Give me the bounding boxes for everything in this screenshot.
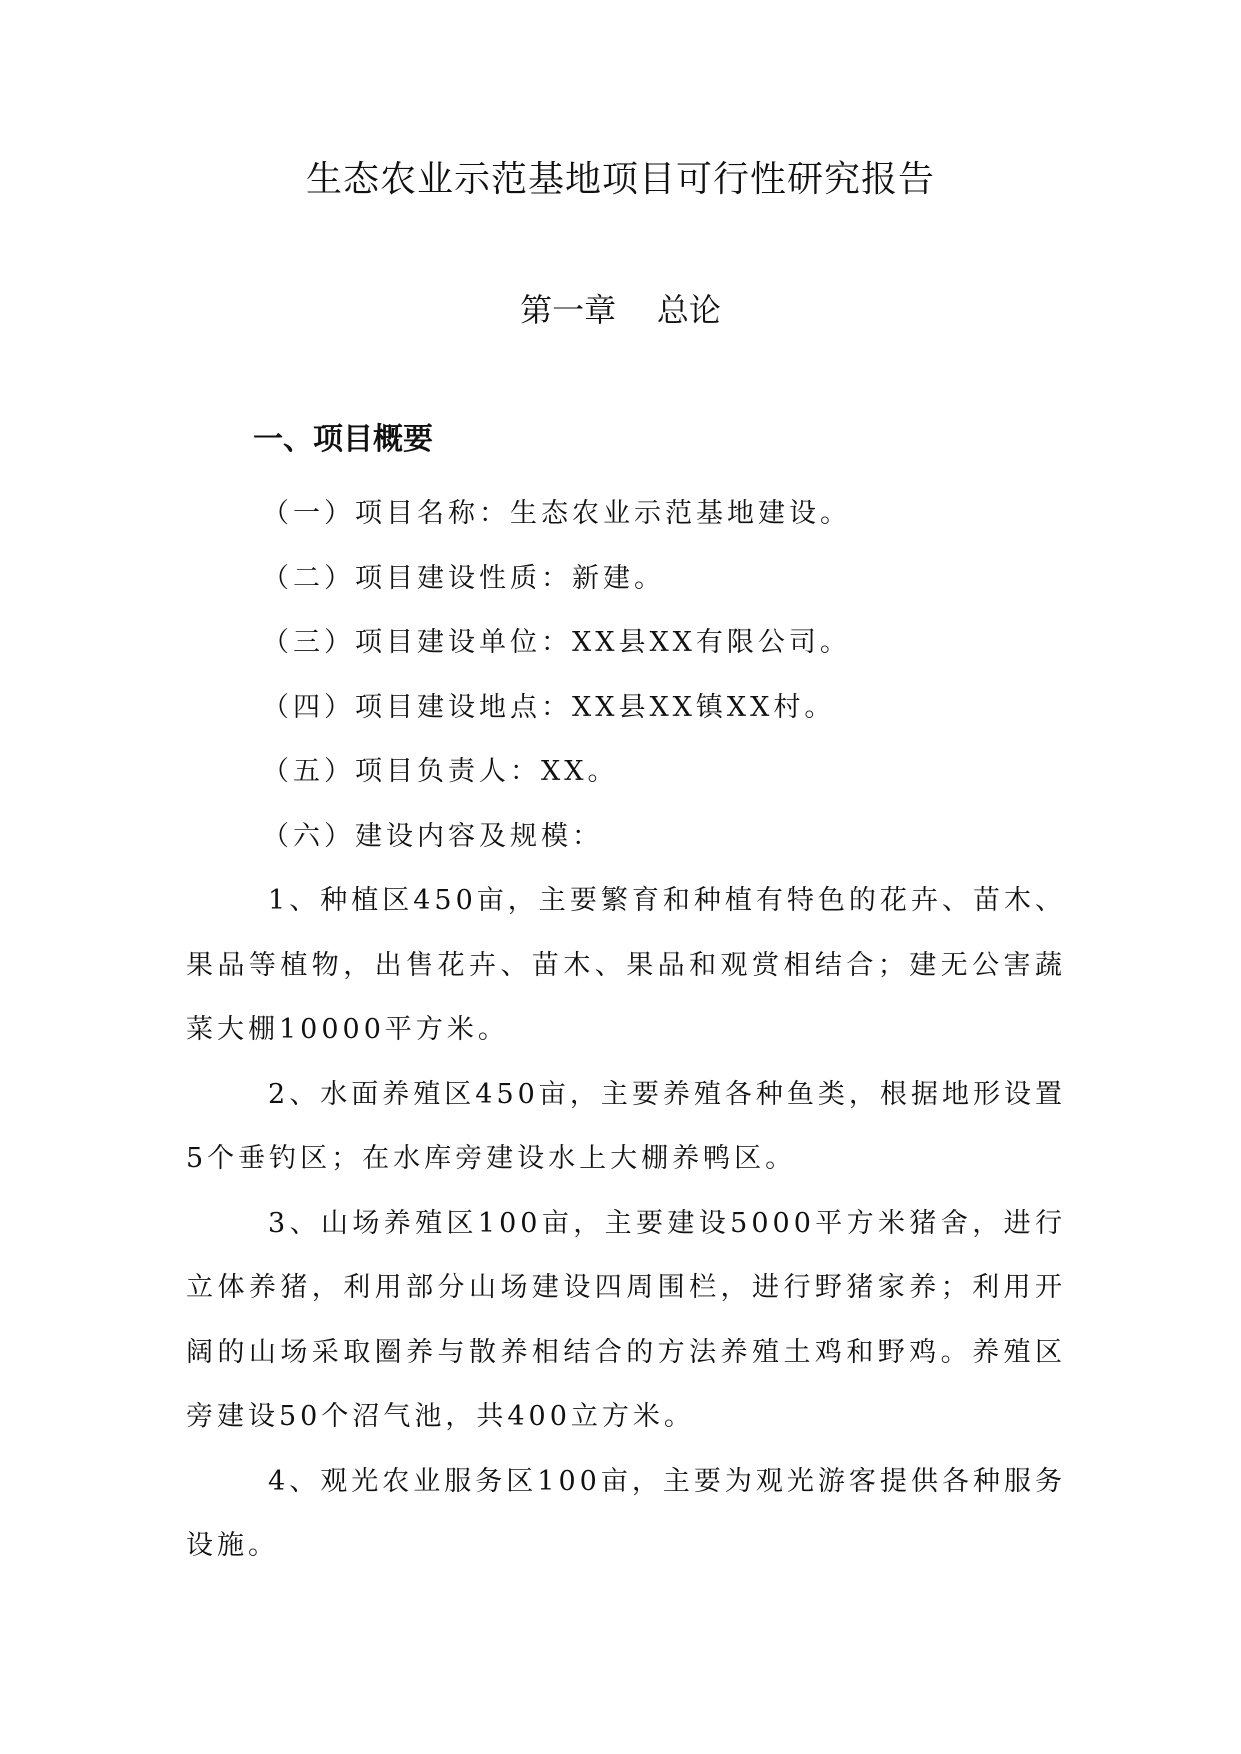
project-name-line: （一）项目名称：生态农业示范基地建设。 [262, 498, 851, 529]
chapter-title: 第一章 总论 [520, 291, 721, 329]
tourism-service-paragraph: 4、观光农业服务区100亩，主要为观光游客提供各种服务设施。 [186, 1465, 1066, 1561]
project-nature-line: （二）项目建设性质：新建。 [262, 562, 665, 594]
section-heading: 一、项目概要 [253, 422, 433, 457]
water-farming-paragraph: 2、水面养殖区450亩，主要养殖各种鱼类，根据地形设置5个垂钓区；在水库旁建设水上大棚养鸭区。 [186, 1078, 1066, 1174]
document-title: 生态农业示范基地项目可行性研究报告 [305, 159, 935, 200]
mountain-farming-paragraph: 3、山场养殖区100亩，主要建设5000平方米猪舍，进行立体养猪，利用部分山场建设四周围栏，进行野猪家养；利用开阔的山场采取圈养与散养相结合的方法养殖土鸡和野鸡。养殖区旁建设50个沼气池，共400立方米。 [186, 1207, 1066, 1432]
document-body [186, 482, 1066, 1579]
project-leader-line: （五）项目负责人：XX。 [262, 756, 619, 787]
project-location-line: （四）项目建设地点：XX县XX镇XX村。 [262, 691, 836, 723]
project-unit-line: （三）项目建设单位：XX县XX有限公司。 [262, 627, 851, 658]
planting-area-paragraph: 1、种植区450亩，主要繁育和种植有特色的花卉、苗木、果品等植物，出售花卉、苗木、果品和观赏相结合；建无公害蔬菜大棚10000平方米。 [186, 885, 1066, 1045]
construction-scope-line: （六）建设内容及规模： [262, 820, 603, 852]
